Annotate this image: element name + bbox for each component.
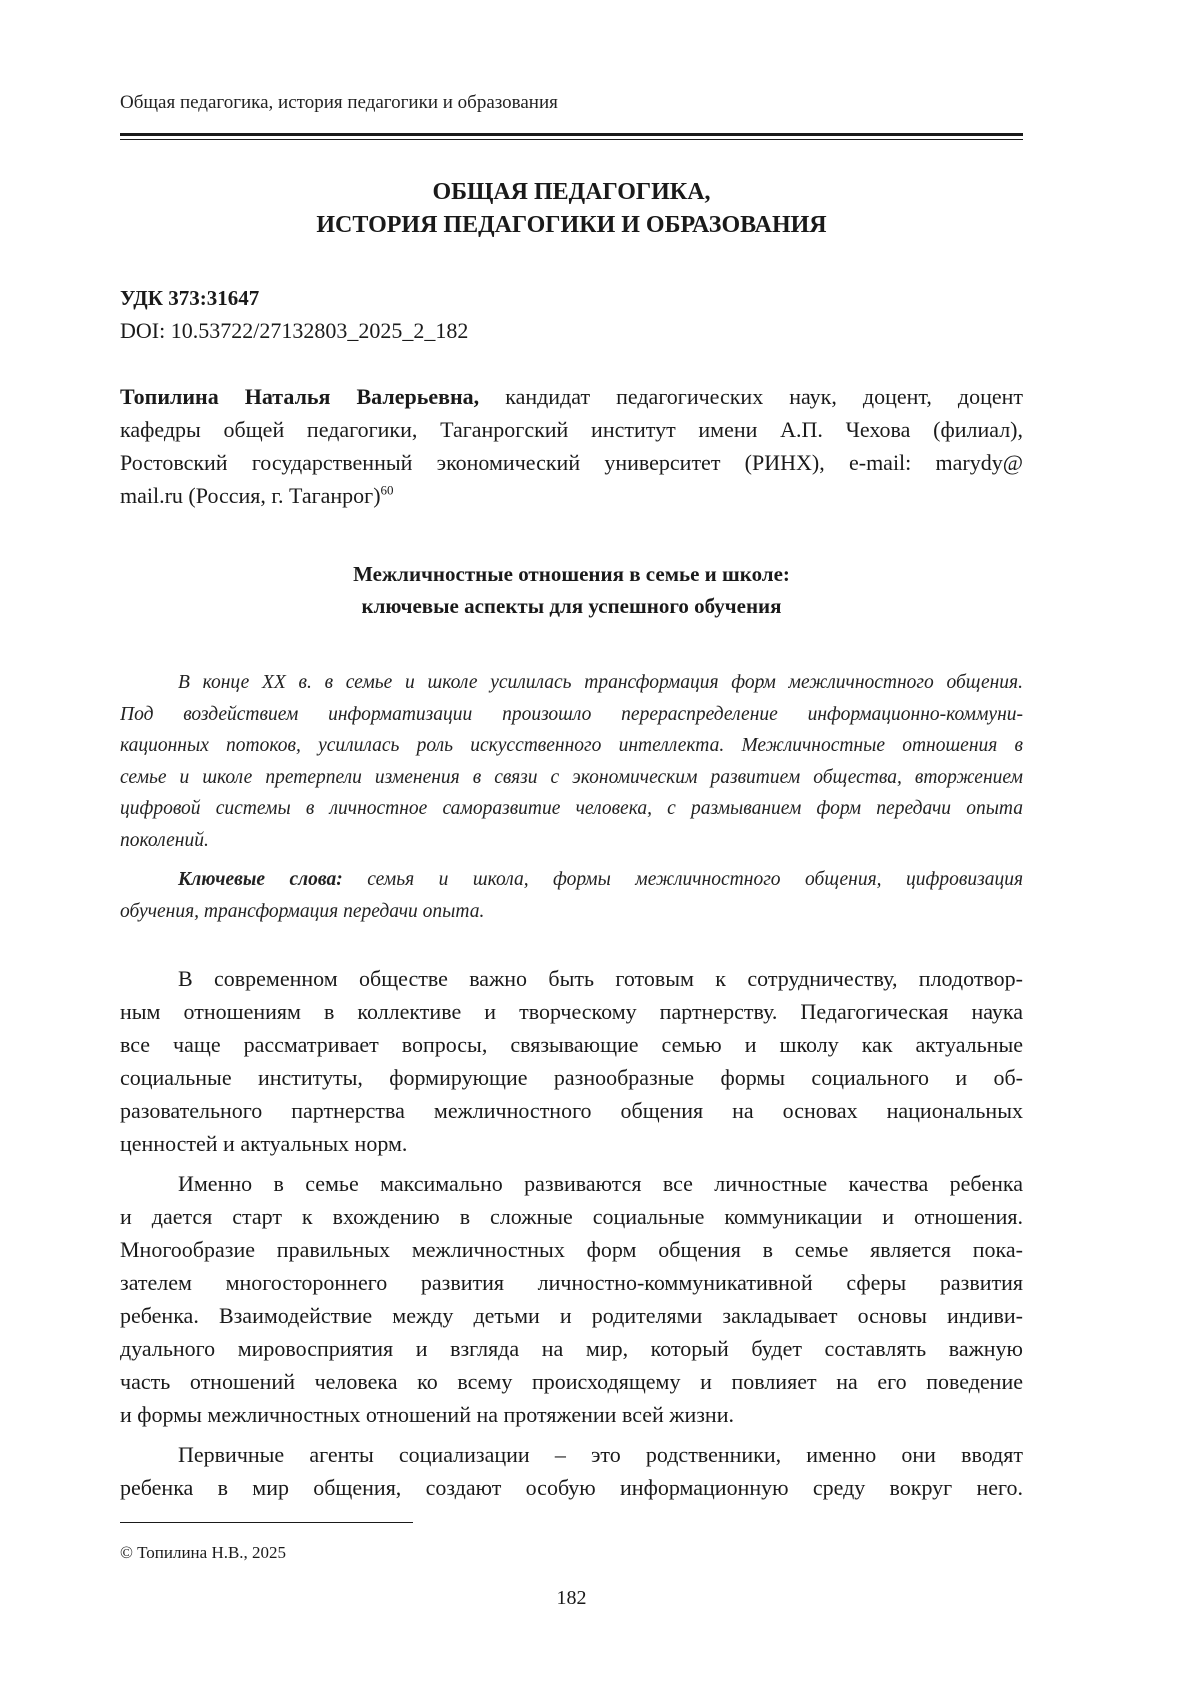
- header-rule-thick: [120, 133, 1023, 136]
- text-line: Первичные агенты социализации – это родственники, именно они вводят: [178, 1442, 1023, 1467]
- text-line: Многообразие правильных межличностных форм общения в семье является пока-: [120, 1237, 1023, 1262]
- udk-code: УДК 373:31647: [120, 286, 260, 310]
- section-title-line-2: ИСТОРИЯ ПЕДАГОГИКИ И ОБРАЗОВАНИЯ: [316, 212, 827, 238]
- section-title-line-1: ОБЩАЯ ПЕДАГОГИКА,: [432, 179, 711, 205]
- text-line: зателем многостороннего развития личностно-коммуникативной сферы развития: [120, 1270, 1023, 1295]
- abstract-line: кационных потоков, усилилась роль искусственного интеллекта. Межличностные отношения в: [120, 735, 1023, 756]
- abstract-line: поколений.: [120, 829, 209, 851]
- text-line: ным отношениям в коллективе и творческому партнерству. Педагогическая наука: [120, 999, 1023, 1024]
- footnote-separator: [120, 1522, 413, 1523]
- section-title: [120, 176, 1023, 242]
- author-line-3: Ростовский государственный экономический университет (РИНХ), e-mail: marydy@: [120, 450, 1023, 475]
- text-line: часть отношений человека ко всему происходящему и повлияет на его поведение: [120, 1369, 1023, 1394]
- copyright-footnote: © Топилина Н.В., 2025: [120, 1543, 287, 1562]
- text-line: ребенка в мир общения, создают особую информационную среду вокруг него.: [120, 1475, 1023, 1500]
- page-number: 182: [556, 1587, 587, 1609]
- text-line: разовательного партнерства межличностного общения на основах национальных: [120, 1098, 1023, 1123]
- text-line: ценностей и актуальных норм.: [120, 1131, 408, 1156]
- keywords-line-1-rest: семья и школа, формы межличностного общения, цифровизация: [342, 869, 1023, 890]
- author-line-1-rest: кандидат педагогических наук, доцент, доцент: [479, 384, 1023, 409]
- text-line: В современном обществе важно быть готовым к сотрудничеству, плодотвор-: [178, 966, 1023, 991]
- abstract-line: семье и школе претерпели изменения в связи с экономическим развитием общества, вторжением: [120, 766, 1023, 788]
- author-info: [120, 380, 1023, 512]
- article-title-line-1: Межличностные отношения в семье и школе:: [353, 562, 790, 586]
- text-line: и формы межличностных отношений на протяжении всей жизни.: [120, 1402, 734, 1427]
- author-name: Топилина Наталья Валерьевна,: [120, 384, 480, 409]
- author-line-2: кафедры общей педагогики, Таганрогский институт имени А.П. Чехова (филиал),: [120, 417, 1023, 442]
- text-line: социальные институты, формирующие разнообразные формы социального и об-: [120, 1065, 1023, 1090]
- paragraph-3: [120, 1438, 1023, 1504]
- keywords-line-2: обучения, трансформация передачи опыта.: [120, 900, 485, 922]
- text-line: все чаще рассматривает вопросы, связывающие семью и школу как актуальные: [120, 1032, 1023, 1057]
- text-line: ребенка. Взаимодействие между детьми и родителями закладывает основы индиви-: [120, 1303, 1023, 1328]
- keywords-label: Ключевые слова:: [178, 869, 343, 890]
- header-rule-thin: [120, 139, 1023, 140]
- text-line: и дается старт к вхождению в сложные социальные коммуникации и отношения.: [120, 1204, 1023, 1229]
- paragraph-2: [120, 1167, 1023, 1431]
- footnote-mark: 60: [380, 482, 394, 498]
- author-line-4-text: mail.ru (Россия, г. Таганрог): [120, 483, 381, 508]
- abstract: [120, 667, 1023, 856]
- author-line-4: [120, 479, 1023, 512]
- text-line: Именно в семье максимально развиваются все личностные качества ребенка: [178, 1171, 1023, 1196]
- article-title: [120, 558, 1023, 622]
- keywords: [120, 864, 1023, 927]
- abstract-line: В конце XX в. в семье и школе усилилась трансформация форм межличностного общения.: [178, 672, 1023, 693]
- doi: DOI: 10.53722/27132803_2025_2_182: [120, 318, 469, 343]
- running-header: Общая педагогика, история педагогики и образования: [120, 92, 558, 113]
- author-line-1: [120, 380, 1023, 413]
- abstract-line: цифровой системы в личностное саморазвитие человека, с размыванием форм передачи опыта: [120, 798, 1023, 819]
- paragraph-1: [120, 962, 1023, 1160]
- article-title-line-2: ключевые аспекты для успешного обучения: [361, 594, 782, 618]
- text-line: дуального мировосприятия и взгляда на мир, который будет составлять важную: [120, 1336, 1023, 1361]
- abstract-line: Под воздействием информатизации произошло перераспределение информационно-коммуни-: [120, 703, 1023, 725]
- body-text: [120, 962, 1023, 1511]
- keywords-line-1: [120, 864, 1023, 896]
